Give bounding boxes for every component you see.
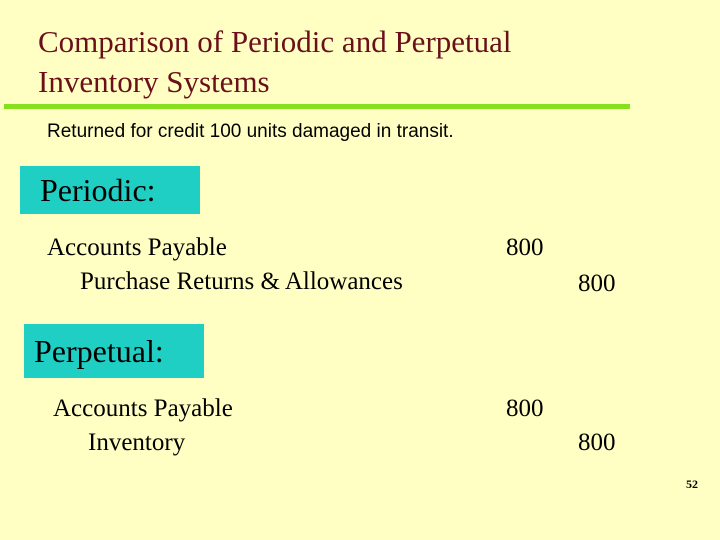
slide-title-line-2: Inventory Systems <box>38 64 270 99</box>
page-number: 52 <box>686 477 698 491</box>
title-underline <box>4 104 630 109</box>
periodic-debit-amount: 800 <box>506 234 544 261</box>
perpetual-debit-amount: 800 <box>506 395 544 422</box>
perpetual-credit-amount: 800 <box>578 429 616 456</box>
periodic-debit-account: Accounts Payable <box>47 234 227 261</box>
transaction-description: Returned for credit 100 units damaged in transit. <box>47 121 454 142</box>
perpetual-credit-account: Inventory <box>88 429 186 456</box>
periodic-credit-amount: 800 <box>578 270 616 297</box>
slide-title-line-1: Comparison of Periodic and Perpetual <box>38 24 512 59</box>
slide-title <box>38 22 678 102</box>
periodic-credit-account: Purchase Returns & Allowances <box>80 268 403 295</box>
perpetual-label: Perpetual: <box>24 324 204 378</box>
perpetual-debit-account: Accounts Payable <box>53 395 233 422</box>
periodic-label: Periodic: <box>20 166 200 214</box>
